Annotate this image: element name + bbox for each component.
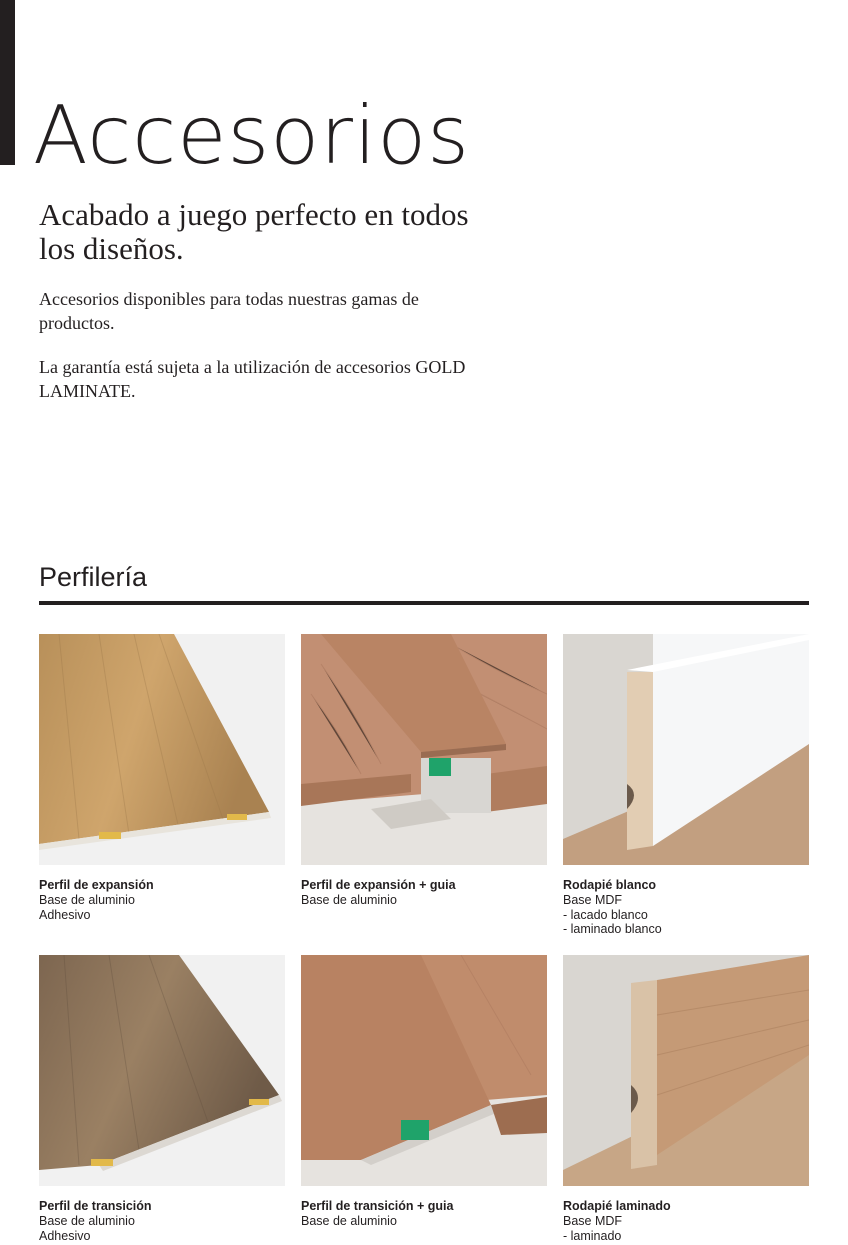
expansion-profile-track-photo [301, 634, 547, 865]
product-detail: Base MDF [563, 1213, 623, 1228]
product-card-laminate-skirting [563, 955, 809, 1243]
product-name: Perfil de transición [39, 1199, 152, 1213]
expansion-profile-photo [39, 634, 285, 865]
product-detail: - laminado [563, 1228, 622, 1243]
product-detail: Base MDF [563, 892, 623, 907]
product-card-transition [39, 955, 285, 1243]
warranty-paragraph: La garantía está sujeta a la utilización de accesorios GOLD LAMINATE. [39, 357, 466, 401]
product-name: Rodapié blanco [563, 878, 657, 892]
laminate-skirting-photo [563, 955, 809, 1186]
product-card-expansion-track [301, 634, 547, 908]
product-name: Perfil de transición + guia [301, 1199, 454, 1213]
product-detail: Base de aluminio [39, 892, 135, 907]
transition-profile-photo [39, 955, 285, 1186]
product-card-expansion [39, 634, 285, 922]
section-title: Perfilería [39, 562, 148, 592]
page-edge-bar [0, 0, 15, 165]
product-detail: Base de aluminio [39, 1213, 135, 1228]
white-skirting-photo [563, 634, 809, 865]
product-detail: Adhesivo [39, 1228, 91, 1243]
product-name: Perfil de expansión [39, 878, 154, 892]
product-detail: Base de aluminio [301, 1213, 397, 1228]
product-card-white-skirting [563, 634, 809, 937]
page-title: Accesorios [33, 89, 470, 182]
product-name: Rodapié laminado [563, 1199, 671, 1213]
product-card-transition-track [301, 955, 547, 1229]
product-detail: Base de aluminio [301, 892, 397, 907]
product-detail: - lacado blanco [563, 907, 648, 922]
section-divider [39, 601, 809, 605]
product-name: Perfil de expansión + guia [301, 878, 456, 892]
intro-paragraph: Accesorios disponibles para todas nuestras gamas de productos. [39, 289, 419, 333]
transition-profile-track-photo [301, 955, 547, 1186]
product-detail: - laminado blanco [563, 922, 662, 937]
page-subtitle: Acabado a juego perfecto en todos los diseños. [39, 197, 469, 266]
product-detail: Adhesivo [39, 907, 91, 922]
